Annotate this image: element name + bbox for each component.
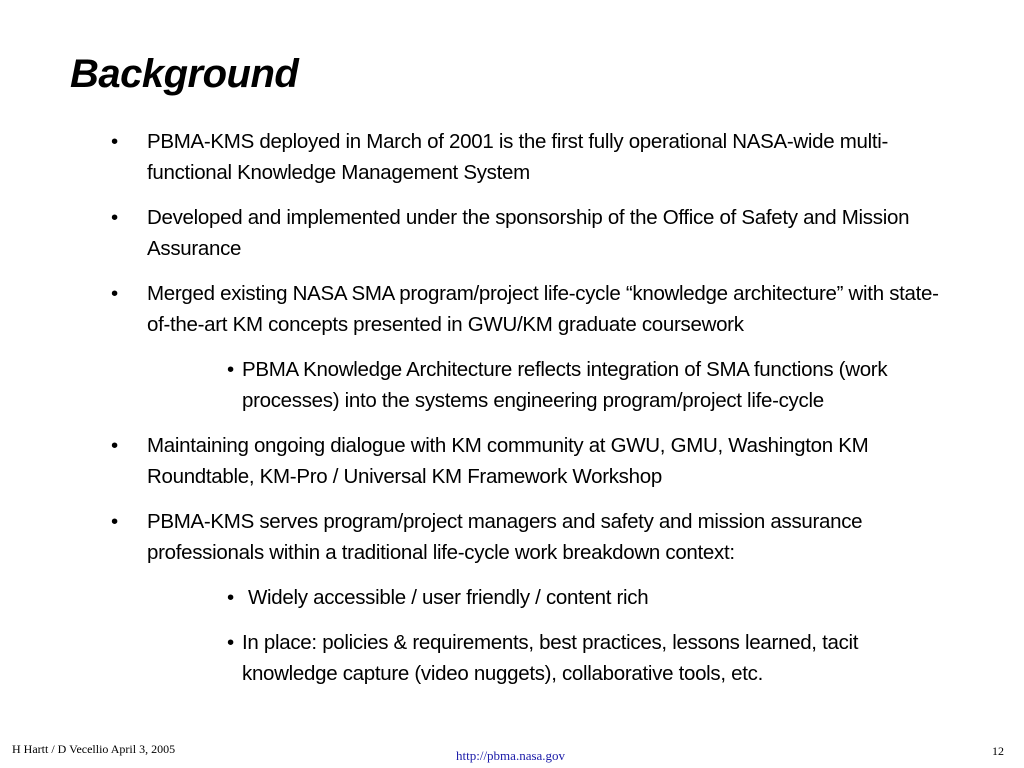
bullet-marker: •: [227, 586, 234, 609]
sub-bullet-text: PBMA Knowledge Architecture reflects integration of SMA functions (work processes) into the systems engineering program/project life-cycle: [242, 358, 888, 412]
bullet-item: [107, 278, 957, 416]
bullet-marker: •: [227, 358, 234, 381]
footer-author-date: H Hartt / D Vecellio April 3, 2005: [12, 742, 176, 756]
bullet-item: [107, 506, 957, 689]
bullet-marker: •: [111, 282, 118, 305]
bullet-text: PBMA-KMS deployed in March of 2001 is the first fully operational NASA-wide multi-functional Knowledge Management System: [147, 130, 889, 184]
bullet-text: Maintaining ongoing dialogue with KM community at GWU, GMU, Washington KM Roundtable, KM-Pro / Universal KM Framework Workshop: [147, 434, 869, 488]
bullet-text: Developed and implemented under the sponsorship of the Office of Safety and Mission Assurance: [147, 206, 910, 260]
footer-url[interactable]: http://pbma.nasa.gov: [456, 748, 566, 763]
bullet-item: [107, 430, 957, 492]
slide-title: Background: [70, 52, 299, 96]
bullet-item: [107, 202, 957, 264]
bullet-marker: •: [111, 206, 118, 229]
bullet-marker: •: [111, 130, 118, 153]
bullet-marker: •: [227, 631, 234, 654]
sub-bullet-text: Widely accessible / user friendly / content rich: [248, 586, 649, 609]
bullet-list: [107, 126, 957, 703]
sub-bullet-item: [227, 627, 957, 689]
bullet-item: [107, 126, 957, 188]
sub-bullet-list: [147, 582, 957, 689]
footer-page-number: 12: [992, 744, 1004, 758]
sub-bullet-list: [147, 354, 957, 416]
sub-bullet-text: In place: policies & requirements, best practices, lessons learned, tacit knowledge capture (video nuggets), collaborative tools, etc.: [242, 631, 859, 685]
sub-bullet-item: [227, 582, 957, 613]
bullet-text: Merged existing NASA SMA program/project life-cycle “knowledge architecture” with state-of-the-art KM concepts presented in GWU/KM graduate coursework: [147, 282, 939, 336]
bullet-text: PBMA-KMS serves program/project managers and safety and mission assurance professionals within a traditional life-cycle work breakdown context:: [147, 510, 863, 564]
bullet-marker: •: [111, 434, 118, 457]
bullet-marker: •: [111, 510, 118, 533]
sub-bullet-item: [227, 354, 957, 416]
